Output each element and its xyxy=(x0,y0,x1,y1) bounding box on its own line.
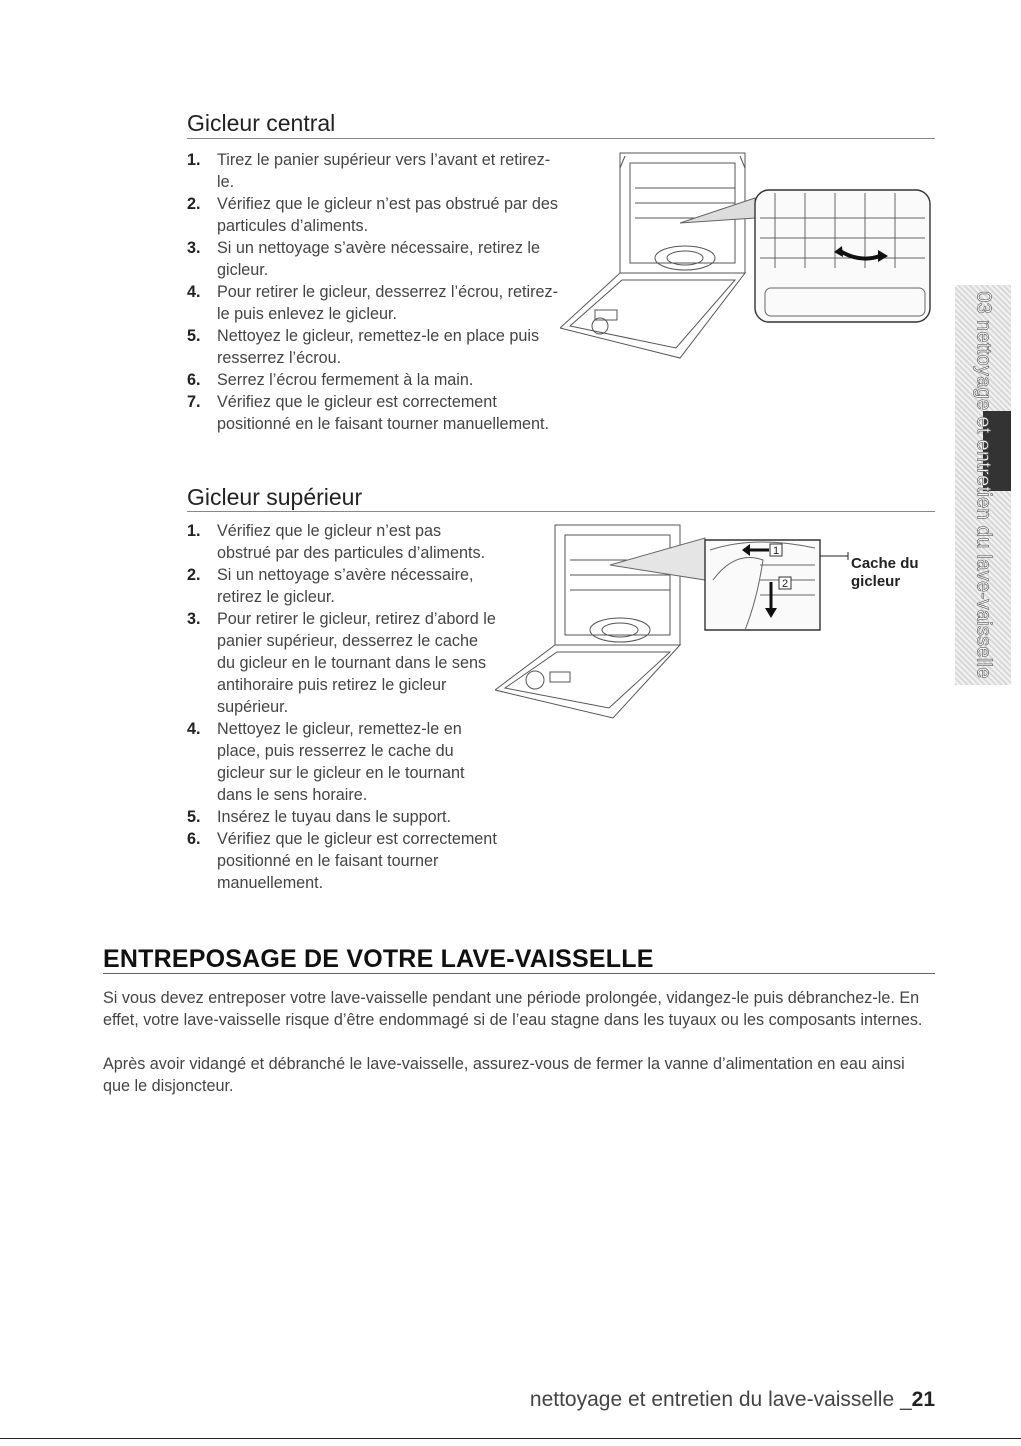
list-item: 7. Vérifiez que le gicleur est correctement positionné en le faisant tourner manuellement. xyxy=(187,393,550,433)
list-item: 2. Si un nettoyage s’avère nécessaire, retirez le gicleur. xyxy=(187,566,474,606)
page-number: 21 xyxy=(911,1388,935,1411)
svg-text:2: 2 xyxy=(782,578,789,590)
list-item: 3. Pour retirer le gicleur, retirez d’abord le panier supérieur, desserrez le cache du gicleur en le tournant dans le sens antihoraire puis retirez le gicleur supérieur. xyxy=(187,610,496,716)
page-bottom-rule xyxy=(0,1438,1021,1439)
section-title-central-spray: Gicleur central xyxy=(187,110,336,136)
storage-paragraph-2: Après avoir vidangé et débranché le lave-vaisselle, assurez-vous de fermer la vanne d’alimentation en eau ainsi que le disjoncteur. xyxy=(103,1055,905,1095)
upper-spray-arm-illustration xyxy=(495,520,850,725)
list-item: 3. Si un nettoyage s’avère nécessaire, retirez le gicleur. xyxy=(187,239,541,279)
central-spray-arm-illustration xyxy=(560,148,935,373)
list-item: 1. Vérifiez que le gicleur n’est pas obstrué par des particules d’aliments. xyxy=(187,522,486,562)
list-item: 1. Tirez le panier supérieur vers l’avant et retirez-le. xyxy=(187,151,551,191)
list-item: 5. Nettoyez le gicleur, remettez-le en place puis resserrez l’écrou. xyxy=(187,327,540,367)
list-item: 4. Pour retirer le gicleur, desserrez l’écrou, retirez-le puis enlevez le gicleur. xyxy=(187,283,558,323)
list-item: 6. Serrez l’écrou fermement à la main. xyxy=(187,371,474,389)
section-rule xyxy=(187,511,935,512)
upper-spray-steps xyxy=(187,520,497,894)
central-spray-steps xyxy=(187,149,562,435)
section-rule xyxy=(187,138,935,139)
list-item: 4. Nettoyez le gicleur, remettez-le en place, puis resserrez le cache du gicleur sur le gicleur en le tournant dans le sens horaire. xyxy=(187,720,465,804)
list-item: 6. Vérifiez que le gicleur est correctement positionné en le faisant tourner manuellement. xyxy=(187,830,497,892)
spray-cap-callout-label: Cache du gicleur xyxy=(851,555,919,590)
storage-paragraph-1: Si vous devez entreposer votre lave-vaisselle pendant une période prolongée, vidangez-le puis débranchez-le. En effet, votre lave-vaisselle risque d’être endommagé si de l’eau stagne dans les tuyaux ou les composants internes. xyxy=(103,989,923,1029)
svg-text:1: 1 xyxy=(773,545,780,557)
chapter-side-tab-label: 03 nettoyage et entretien du lave-vaisselle xyxy=(972,291,995,679)
list-item: 5. Insérez le tuyau dans le support. xyxy=(187,808,451,826)
storage-heading: ENTREPOSAGE DE VOTRE LAVE-VAISSELLE xyxy=(103,945,654,973)
storage-rule xyxy=(103,973,935,974)
section-title-upper-spray: Gicleur supérieur xyxy=(187,484,363,510)
page-footer: nettoyage et entretien du lave-vaisselle _21 xyxy=(529,1388,935,1411)
list-item: 2. Vérifiez que le gicleur n’est pas obstrué par des particules d’aliments. xyxy=(187,195,559,235)
